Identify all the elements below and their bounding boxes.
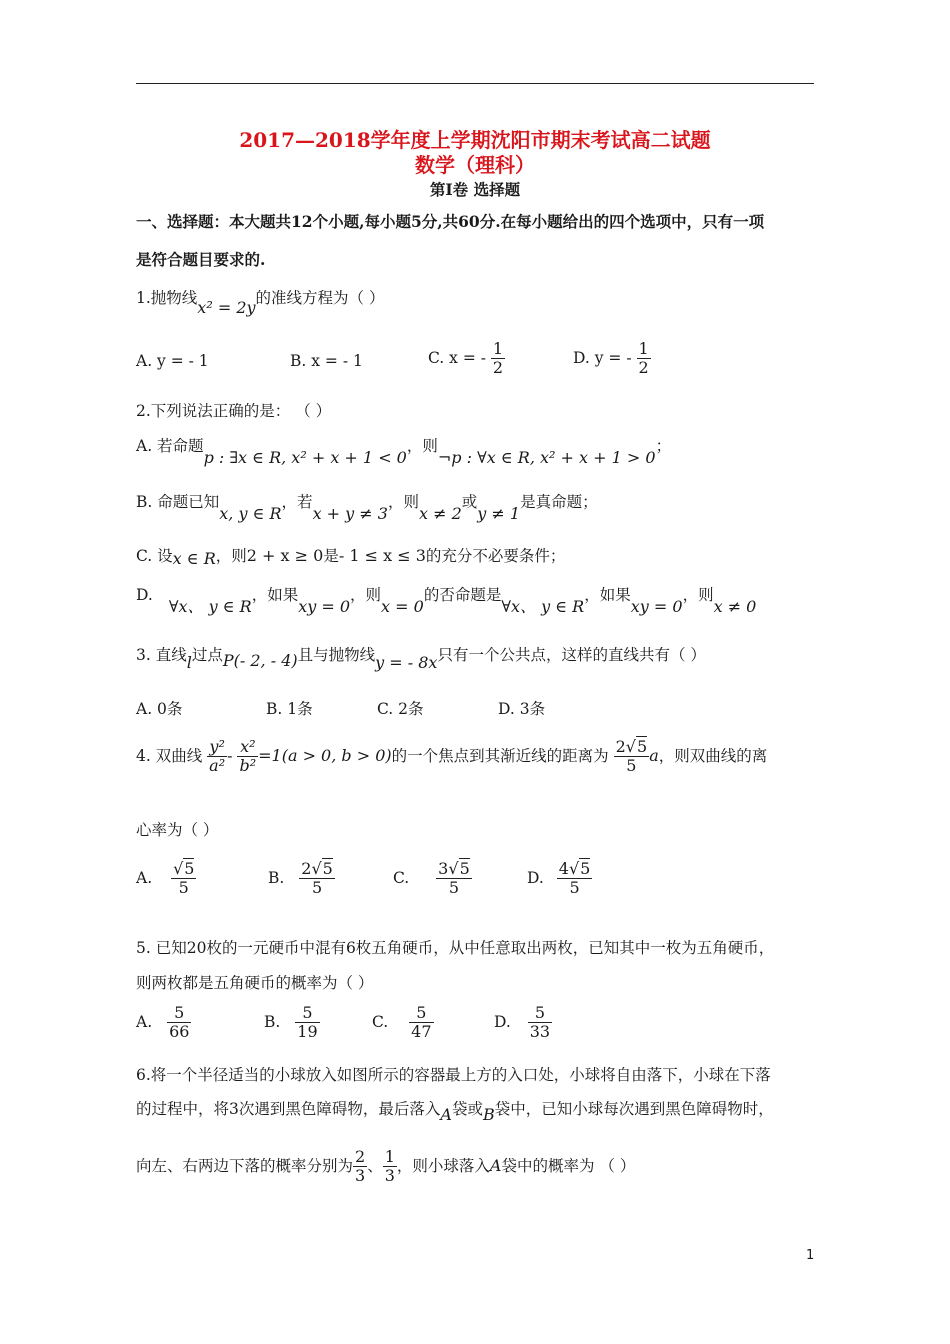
q2-b-formula2: x + y ≠ 3 xyxy=(312,504,388,523)
q5-option-b xyxy=(264,1004,320,1042)
frac-num: 3√5 xyxy=(438,859,470,878)
q2-b-formula4: y ≠ 1 xyxy=(477,504,521,523)
coef: 2 xyxy=(301,859,312,878)
option-label: D. xyxy=(494,1012,511,1031)
q2-a-mid: ，则 xyxy=(406,437,438,455)
q6-l3-bag-a: A xyxy=(489,1155,502,1175)
q1-stem-post: 的准线方程为（ ） xyxy=(255,289,385,307)
q2-c-formula3: - 1 ≤ x ≤ 3 xyxy=(338,546,426,565)
q4-text1: 的一个焦点到其渐近线的距离为 xyxy=(391,746,609,765)
q1-stem xyxy=(136,286,385,317)
q4-option-a xyxy=(136,860,196,898)
q2-c-formula1: x ∈ R xyxy=(172,549,216,568)
q3-option-c: C. 2条 xyxy=(377,700,424,718)
q2-d-formula3: x = 0 xyxy=(381,597,424,616)
q2-b-formula1: x, y ∈ R xyxy=(219,504,282,523)
q3-text3: 只有一个公共点，这样的直线共有（ ） xyxy=(437,646,706,664)
option-label: B. xyxy=(264,1012,281,1031)
q5-option-c xyxy=(372,1004,434,1042)
q6-stem-line1: 6.将一个半径适当的小球放入如图所示的容器最上方的入口处，小球将自由落下，小球在下落 xyxy=(136,1066,771,1084)
q2-b-text3: 或 xyxy=(461,493,478,511)
q2-d-formula2: xy = 0 xyxy=(298,597,351,616)
q4-text2: ，则双曲线的离 xyxy=(658,746,768,765)
q2-a-pre: A. 若命题 xyxy=(136,437,204,455)
q2-d-formula6: x ≠ 0 xyxy=(713,597,757,616)
exam-subtitle: 数学（理科） xyxy=(415,153,535,177)
q1-option-b: B. x = - 1 xyxy=(290,352,363,370)
q5-stem-line1: 5. 已知20枚的一元硬币中混有6枚五角硬币，从中任意取出两枚，已知其中一枚为五角硬币， xyxy=(136,939,775,957)
q3-pre: 3. 直线 xyxy=(136,646,187,664)
q5-option-a xyxy=(136,1004,191,1042)
q2-b-pre: B. 命题已知 xyxy=(136,493,220,511)
q3-formula2: P(- 2, - 4) xyxy=(222,651,298,670)
q2-c-pre: C. 设 xyxy=(136,547,173,565)
q6-l2-a: 的过程中，将3次遇到黑色障碍物，最后落入 xyxy=(136,1100,441,1118)
q2-option-b xyxy=(136,490,598,523)
frac-den: 5 xyxy=(614,756,650,775)
frac-num: 1 xyxy=(492,339,504,358)
q4-distance-fraction xyxy=(614,738,650,776)
q4-distance-a: a xyxy=(649,745,659,765)
q5-stem-line2: 则两枚都是五角硬币的概率为（ ） xyxy=(136,974,374,992)
coef: 2 xyxy=(615,737,626,756)
q2-b-text1: ，若 xyxy=(281,493,313,511)
q2-d-pre: D. xyxy=(136,586,153,604)
q4-equation: =1(a > 0, b > 0) xyxy=(258,745,392,765)
q4-stem xyxy=(136,738,767,776)
q1-option-c-fraction xyxy=(491,340,505,378)
option-label: C. xyxy=(372,1012,389,1031)
q6-l2-c: 袋中，已知小球每次遇到黑色障碍物时， xyxy=(494,1100,774,1118)
q2-d-text1: ，如果 xyxy=(251,586,299,604)
frac-num: 2√5 xyxy=(615,737,648,756)
frac-den: 2 xyxy=(492,358,504,378)
q2-a-end: ； xyxy=(655,437,672,455)
instructions-line1: 一、选择题：本大题共12个小题,每小题5分,共60分.在每小题给出的四个选项中，只有一项 xyxy=(136,212,765,231)
q2-a-formula2: ¬p : ∀x ∈ R, x² + x + 1 > 0 xyxy=(437,448,656,467)
q1-option-c xyxy=(428,340,505,378)
q1-option-d-fraction xyxy=(637,340,651,378)
exam-title: 2017—2018学年度上学期沈阳市期末考试高二试题 xyxy=(239,128,711,152)
q2-stem: 2.下列说法正确的是： （ ） xyxy=(136,402,332,420)
option-label: D. xyxy=(527,868,544,887)
q2-d-formula5: xy = 0 xyxy=(630,597,683,616)
frac-num: √5 xyxy=(173,859,195,878)
radicand: 5 xyxy=(184,859,195,878)
frac-den: 2 xyxy=(638,358,649,378)
q4-option-c xyxy=(393,860,472,898)
frac-num: 4√5 xyxy=(558,859,591,878)
coef: 4 xyxy=(558,859,569,878)
frac-den: 47 xyxy=(411,1022,432,1042)
q6-l3-a: 向左、右两边下落的概率分别为 xyxy=(136,1156,354,1175)
frac-den: 5 xyxy=(557,878,593,897)
q2-option-a xyxy=(136,434,672,467)
coef: 3 xyxy=(438,859,449,878)
frac-den: 66 xyxy=(169,1022,190,1042)
frac-num: 1 xyxy=(384,1147,395,1166)
q6-bag-a: A xyxy=(440,1105,452,1124)
q2-c-text1: ，则 xyxy=(215,547,247,565)
frac-den: 5 xyxy=(299,878,335,897)
q6-l3-b: ，则小球落入 xyxy=(396,1156,490,1175)
q2-d-text5: ，则 xyxy=(682,586,714,604)
q4-minus: - xyxy=(227,745,233,765)
q3-formula3: y = - 8x xyxy=(375,653,438,672)
q2-b-end: 是真命题； xyxy=(520,493,598,511)
option-fraction xyxy=(299,860,335,898)
q5-option-d xyxy=(494,1004,552,1042)
frac-den: b² xyxy=(239,756,257,776)
q4-pre: 4. 双曲线 xyxy=(136,746,203,765)
option-fraction xyxy=(528,1004,552,1042)
option-label: A. xyxy=(136,1012,153,1031)
q2-a-formula1: p : ∃x ∈ R, x² + x + 1 < 0 xyxy=(203,448,407,467)
q4-stem-line2: 心率为（ ） xyxy=(136,821,219,839)
q2-b-text2: ，则 xyxy=(387,493,419,511)
q1-stem-pre: 1.抛物线 xyxy=(136,289,198,307)
frac-num: 5 xyxy=(416,1003,427,1022)
q1-option-c-label: C. x = - xyxy=(428,348,486,367)
frac-num: 5 xyxy=(302,1003,313,1022)
frac-den: 3 xyxy=(384,1166,395,1186)
q2-d-text3: 的否命题是 xyxy=(423,586,502,604)
frac-den: a² xyxy=(209,756,226,776)
frac-num: x² xyxy=(240,737,256,756)
option-fraction xyxy=(409,1004,433,1042)
q2-d-text2: ，则 xyxy=(350,586,382,604)
option-fraction xyxy=(436,860,472,898)
frac-num: y² xyxy=(209,737,225,756)
radicand: 5 xyxy=(322,859,333,878)
q4-fraction-x xyxy=(237,738,258,776)
radicand: 5 xyxy=(580,859,591,878)
q6-separator: 、 xyxy=(367,1156,383,1175)
q3-option-a: A. 0条 xyxy=(136,700,183,718)
q2-d-text4: ，如果 xyxy=(584,586,631,604)
q1-option-d-label: D. y = - xyxy=(573,348,632,367)
q4-fraction-y xyxy=(207,738,227,776)
q6-stem-line2 xyxy=(136,1097,774,1124)
option-label: B. xyxy=(268,868,285,887)
q4-option-b xyxy=(268,860,335,898)
frac-num: 5 xyxy=(174,1003,185,1022)
q6-bag-b: B xyxy=(482,1105,495,1124)
q2-c-text2: 是 xyxy=(323,547,339,565)
frac-den: 5 xyxy=(171,878,196,897)
q3-option-b: B. 1条 xyxy=(266,700,313,718)
q2-option-d xyxy=(136,582,757,616)
frac-den: 33 xyxy=(529,1022,551,1042)
page-number: 1 xyxy=(806,1248,815,1263)
instructions-line2: 是符合题目要求的. xyxy=(136,250,266,269)
q1-formula: x² = 2y xyxy=(197,298,256,317)
frac-num: 2 xyxy=(355,1147,366,1166)
q6-prob-left xyxy=(353,1148,367,1186)
option-fraction xyxy=(171,860,196,898)
section-heading: 第Ⅰ卷 选择题 xyxy=(429,180,521,199)
radicand: 5 xyxy=(637,737,648,756)
q6-l3-c: 袋中的概率为 （ ） xyxy=(501,1156,636,1175)
frac-den: 19 xyxy=(297,1022,318,1042)
frac-num: 5 xyxy=(534,1003,546,1022)
option-fraction xyxy=(295,1004,319,1042)
frac-den: 3 xyxy=(355,1166,366,1186)
header-rule xyxy=(136,83,814,84)
q6-stem-line3 xyxy=(136,1148,635,1186)
q6-l2-b: 袋或 xyxy=(451,1100,483,1118)
frac-num: 2√5 xyxy=(301,859,333,878)
q2-d-formula1: ∀x、 y ∈ R xyxy=(168,597,252,616)
q3-option-d: D. 3条 xyxy=(498,700,546,718)
q3-text2: 且与抛物线 xyxy=(297,646,376,664)
q2-b-formula3: x ≠ 2 xyxy=(418,504,462,523)
q2-c-formula2: 2 + x ≥ 0 xyxy=(246,546,324,565)
q2-d-formula4: ∀x、 y ∈ R xyxy=(501,597,585,616)
option-label: C. xyxy=(393,868,410,887)
q6-prob-right xyxy=(383,1148,397,1186)
frac-den: 5 xyxy=(436,878,472,897)
q2-c-end: 的充分不必要条件； xyxy=(425,547,566,565)
frac-num: 1 xyxy=(638,339,649,358)
q2-option-c xyxy=(136,544,565,566)
q1-option-d xyxy=(573,340,651,378)
option-fraction xyxy=(167,1004,191,1042)
q3-text1: 过点 xyxy=(191,646,223,664)
q3-formula1: l xyxy=(186,653,192,672)
option-label: A. xyxy=(136,868,153,887)
q1-option-a: A. y = - 1 xyxy=(136,352,209,370)
option-fraction xyxy=(557,860,593,898)
q3-stem xyxy=(136,643,706,672)
q4-option-d xyxy=(527,860,592,898)
radicand: 5 xyxy=(459,859,470,878)
